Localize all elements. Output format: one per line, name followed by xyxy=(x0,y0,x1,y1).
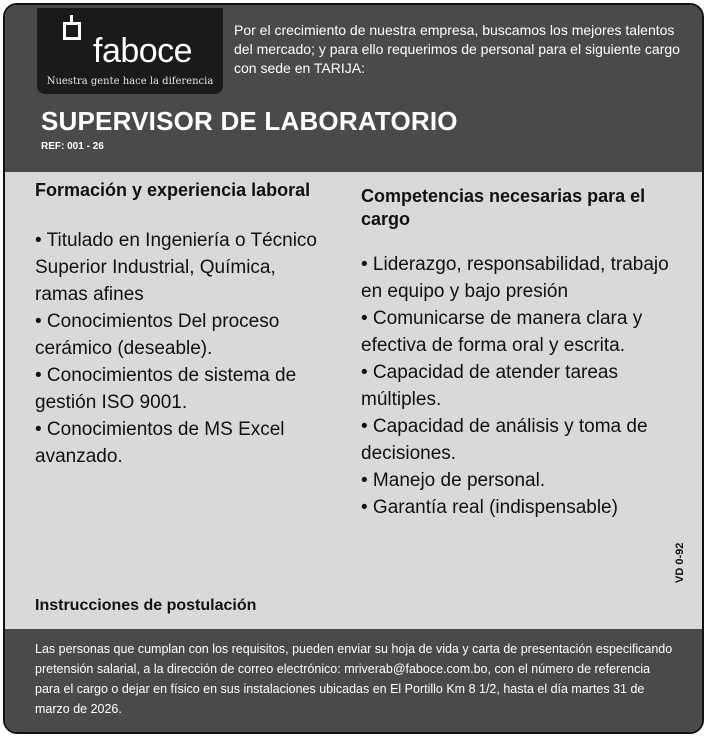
list-item: • Conocimientos Del proceso cerámico (deseable). xyxy=(35,311,280,359)
list-item: • Conocimientos de MS Excel avanzado. xyxy=(35,419,285,467)
footer-band xyxy=(5,629,702,734)
list-item: • Titulado en Ingeniería o Técnico Superior Industrial, Química, ramas afines xyxy=(35,230,317,305)
logo-tagline: Nuestra gente hace la diferencia xyxy=(46,76,214,87)
job-advertisement xyxy=(3,3,704,734)
instructions-heading: Instrucciones de postulación xyxy=(35,597,257,614)
competencies-column xyxy=(361,185,671,521)
list-item: • Comunicarse de manera clara y efectiva de forma oral y escrita. xyxy=(361,308,643,356)
side-code: VD 0-92 xyxy=(674,542,686,583)
header-band xyxy=(5,5,702,172)
intro-text: Por el crecimiento de nuestra empresa, buscamos los mejores talentos del mercado; y para ello requerimos de personal para el siguiente cargo con sede en TARIJA: xyxy=(234,22,680,76)
logo-mark-icon xyxy=(63,22,81,40)
job-title: SUPERVISOR DE LABORATORIO xyxy=(41,106,458,136)
instructions-text: Las personas que cumplan con los requisitos, pueden enviar su hoja de vida y carta de presentación especificando pretensión salarial, a la dirección de correo electrónico: mriverab@faboce.com.bo, con el número de referencia para el cargo o dejar en físico en sus instalaciones ubicadas en El Portillo Km 8 1/2, hasta el día martes 31 de marzo de 2026. xyxy=(35,642,673,716)
list-item: • Conocimientos de sistema de gestión ISO 9001. xyxy=(35,365,297,413)
logo-text: faboce xyxy=(93,32,193,70)
list-item: • Liderazgo, responsabilidad, trabajo en equipo y bajo presión xyxy=(361,254,669,302)
competencies-heading: Competencias necesarias para el cargo xyxy=(361,186,646,229)
job-reference: REF: 001 - 26 xyxy=(41,141,104,152)
company-logo xyxy=(37,8,223,94)
list-item: • Manejo de personal. xyxy=(361,470,546,491)
formation-list xyxy=(35,227,325,470)
formation-heading: Formación y experiencia laboral xyxy=(35,180,311,200)
formation-column xyxy=(35,179,325,470)
list-item: • Capacidad de análisis y toma de decisiones. xyxy=(361,416,648,464)
list-item: • Garantía real (indispensable) xyxy=(361,497,618,518)
competencies-list xyxy=(361,251,671,521)
list-item: • Capacidad de atender tareas múltiples. xyxy=(361,362,618,410)
